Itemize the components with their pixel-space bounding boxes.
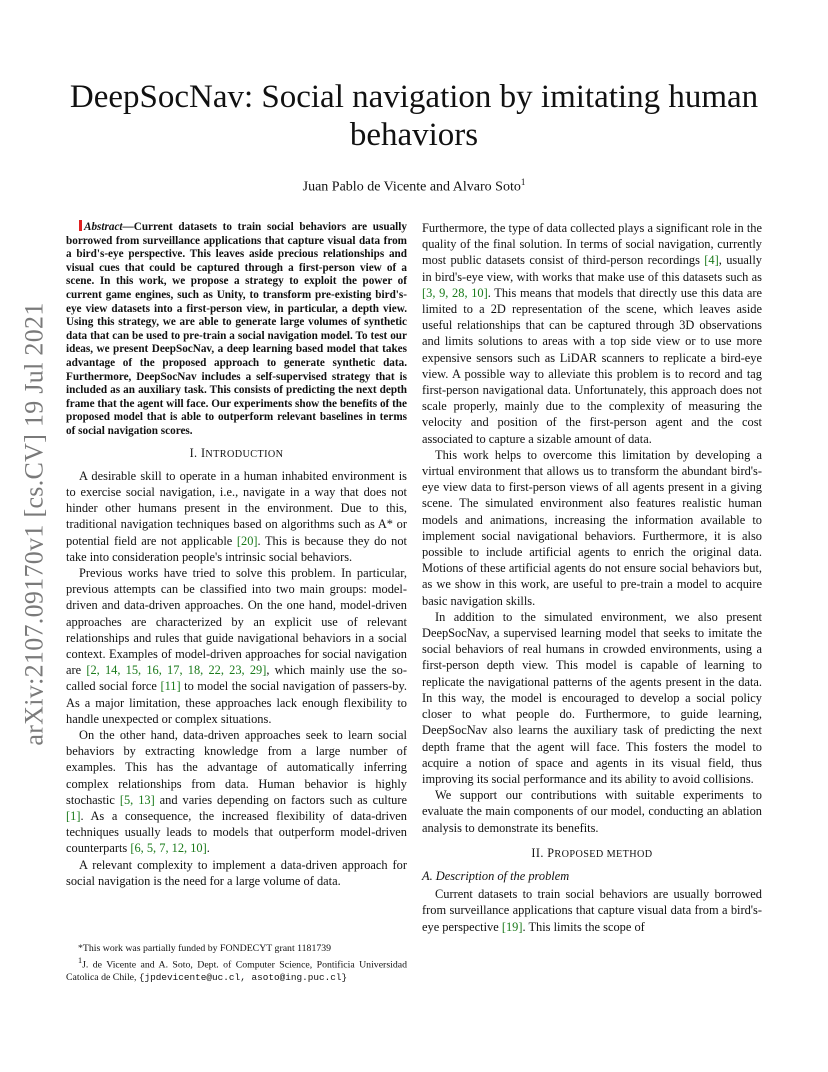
abstract-label: Abstract — [84, 221, 123, 233]
citation-link[interactable]: [6, 5, 7, 12, 10] — [130, 841, 207, 856]
citation-link[interactable]: [20] — [236, 533, 258, 548]
author-emails: {jpdevicente@uc.cl, asoto@ing.puc.cl} — [138, 971, 348, 983]
intro-paragraph-1: A desirable skill to operate in a human inhabited environment is to exercise social navigation, i.e., navigate in a way that does not hinder other humans present in the environment. Due to this, traditional navigation techniques based on algorithms such as A* or potential field are not applicable [20]. This is because they do not take into consideration people's intrinsic social behaviors. — [66, 468, 407, 564]
section-heading-proposed-method: II. PROPOSED METHOD — [531, 845, 653, 860]
arxiv-side-stamp — [18, 294, 52, 754]
abstract — [66, 220, 407, 439]
intro-paragraph-6: This work helps to overcome this limitation by developing a virtual environment that allows us to transform the abundant bird's-eye view data to first-person views of all agents present in a giving scene. The simulated environment also features realistic human models and animations, increasing the information available to implement social navigational behaviors. Furthermore, it is also possible to include artificial agents to enrich the original data. Motions of these artificial agents do not ensure social behaviors but, as we show in this work, are useful to pre-train a model to acquire basic navigation skills. — [422, 447, 762, 608]
paper-title: DeepSocNav: Social navigation by imitating human behaviors — [69, 79, 759, 153]
footnote-funding: *This work was partially funded by FONDECYT grant 1181739 — [78, 943, 332, 954]
intro-paragraph-8: We support our contributions with suitable experiments to evaluate the main components of our model, conducting an ablation analysis to demonstrate its benefits. — [422, 788, 762, 835]
intro-paragraph-4: A relevant complexity to implement a data-driven approach for social navigation is the need for a large volume of data. — [66, 857, 407, 888]
intro-paragraph-3: On the other hand, data-driven approaches seek to learn social behaviors by extracting knowledge from a large number of examples. This has the advantage of automatically inferring complex relationships from data. Human behavior is highly stochastic [5, 13] and varies depending on factors such as culture [1]. As a consequence, the increased flexibility of data-driven techniques usually leads to models that outperform model-driven counterparts [6, 5, 7, 12, 10]. — [66, 727, 407, 856]
section-heading-introduction: I. INTRODUCTION — [189, 445, 284, 460]
arxiv-identifier: arXiv:2107.09170v1 [cs.CV] 19 Jul 2021 — [20, 302, 50, 746]
citation-link[interactable]: [11] — [160, 679, 181, 694]
author-affiliation-mark: 1 — [520, 177, 526, 187]
footnote-affiliation: $^1$J. de Vicente and A. Soto, Dept. of Computer Science, Pontificia Universidad Catolica de Chile, {jpdevicente@uc.cl, asoto@ing.puc.cl} — [66, 956, 407, 983]
citation-link[interactable]: [4] — [704, 253, 719, 268]
right-column — [422, 220, 762, 935]
left-column — [66, 220, 407, 889]
subsection-heading: A. Description of the problem — [422, 868, 570, 883]
intro-paragraph-7: In addition to the simulated environment, we also present DeepSocNav, a supervised learning model that seeks to imitate the social behaviors of real humans in crowded environments, using a first-person depth view. This model is capable of learning to replicate the navigational patterns of the agents present in the data. In this way, the model is encouraged to develop a social policy closer to what people do. Furthermore, to guide learning, DeepSocNav also learns the auxiliary task of predicting the next depth frame that the agent will face. This fosters the model to acquire a notion of space and agents in its visual field, thus improving its social performance and its ability to avoid collisions. — [422, 609, 762, 786]
citation-link[interactable]: [5, 13] — [119, 792, 155, 807]
abstract-text: —Current datasets to train social behaviors are usually borrowed from surveillance applications that capture visual data from a bird's-eye perspective. This leaves aside precious relationships and visual cues that could be captured through a first-person view of a scene. In this work, we propose a strategy to exploit the power of current game engines, such as Unity, to transform pre-existing bird's-eye view datasets into a first-person view, in particular, a depth view. Using this strategy, we are able to generate large volumes of synthetic data that can be used to pre-train a social navigation model. To test our ideas, we present DeepSocNav, a deep learning based model that takes advantage of the proposed approach to generate synthetic data. Furthermore, DeepSocNav includes a self-supervised strategy that is included as an auxiliary task. This consists of predicting the next depth frame that the agent will face. Our experiments show the benefits of the proposed model that is able to outperform relevant baselines in terms of social navigation scores. — [66, 221, 407, 437]
intro-paragraph-5: Furthermore, the type of data collected plays a significant role in the quality of the final solution. In terms of social navigation, currently most public datasets consist of third-person recordings [4], usually in bird's-eye view, with works that make use of this datasets such as [3, 9, 28, 10]. This means that models that directly use this data are limited to a 2D representation of the scene, which leaves aside useful relationships that can be captured through 3D observations and limits solutions to areas with a top side view or to use more expensive sensors such as LiDAR scanners to replicate a bird-eye view. A possible way to alleviate this problem is to record and tag first-person navigational data. Unfortunately, this approach does not scale properly, mainly due to the complexity of measuring the velocity and position of the first-person agent and the cost associated to capture a sizable amount of data. — [422, 221, 762, 446]
citation-link[interactable]: [19] — [501, 919, 523, 934]
method-paragraph-1: Current datasets to train social behaviors are usually borrowed from surveillance applications that capture visual data from a bird's-eye perspective [19]. This limits the scope of — [422, 887, 762, 934]
bookmark-marker — [79, 220, 82, 231]
citation-link[interactable]: [2, 14, 15, 16, 17, 18, 22, 23, 29] — [86, 663, 267, 678]
footnotes — [66, 943, 407, 984]
author-line — [55, 173, 773, 197]
citation-link[interactable]: [1] — [66, 808, 81, 823]
citation-link[interactable]: [3, 9, 28, 10] — [422, 285, 488, 300]
intro-paragraph-2: Previous works have tried to solve this problem. In particular, previous attempts can be classified into two main groups: model-driven and data-driven approaches. On the one hand, model-driven approaches are characterized by an explicit use of relevant relationships and rules that guide navigational behaviors in a social context. Examples of model-driven approaches for social navigation are [2, 14, 15, 16, 17, 18, 22, 23, 29], which mainly use the so-called social force [11] to model the social navigation of passers-by. As a major limitation, these approaches lack enough flexibility to handle unexpected or complex situations. — [66, 565, 408, 726]
author-names: Juan Pablo de Vicente and Alvaro Soto — [302, 179, 521, 195]
